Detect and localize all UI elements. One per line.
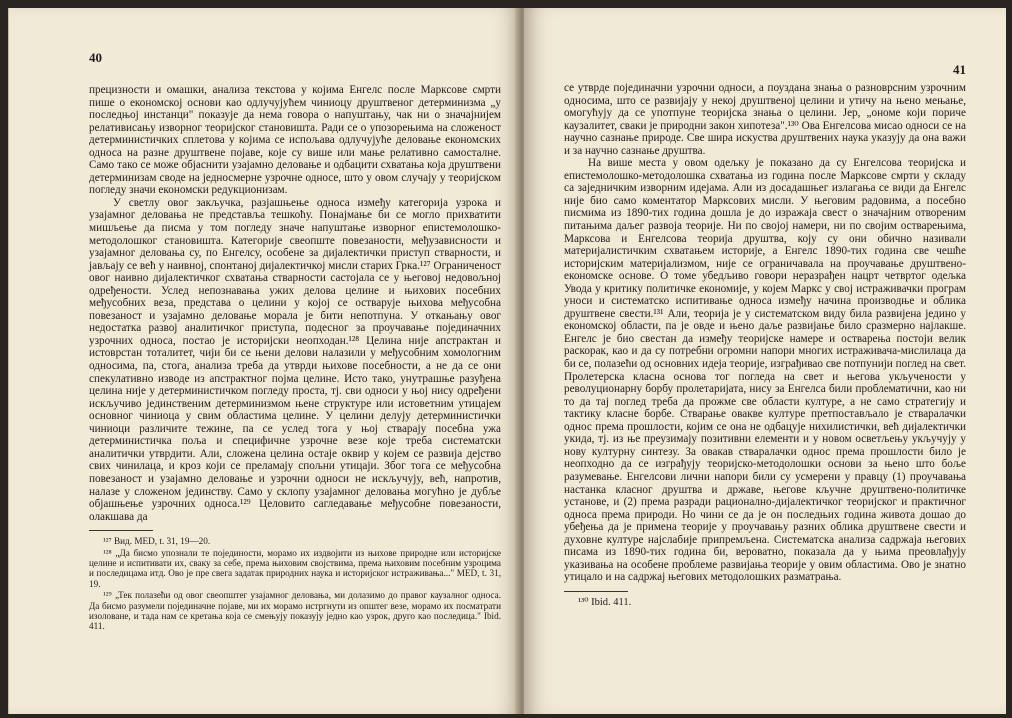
left-page-body — [89, 84, 501, 633]
right-page-number: 41 — [953, 62, 966, 77]
right-paragraph-1: се утврде појединачни узрочни односи, а поуздана знања о разноврсним узрочним односима, што се развијају у некој друштвеној целини и утичу на њено мењање, омогућују да се употпуне теоријска знања о целини. Јер, „ономе који пориче каузалитет, свaки је природни закон хипотеза".¹³⁰ Ова Енгелсова мисао односи се на научно сазнање природе. Све шира искуства друштвених наука указују да она важи и за научно сазнање друштва. — [564, 82, 966, 157]
footnote-128: ¹²⁸ „Да бисмо упознали те појединости, морамо их издвојити из њихове природне или историјске целине и испитивати их, сваку за себе, према њиховим својствима, према њиховим посебним узроцима и последицама итд. Ово је пре свега задатак природних наука и историјског истраживања..." MED, t. 31, 19. — [89, 547, 501, 589]
footnote-divider — [564, 591, 628, 592]
left-page-number: 40 — [89, 50, 102, 65]
left-paragraph-1: прецизности и омашки, анализа текстова у којима Енгелс после Марксове смрти пише о економској основи као одлучујућем чиниоцу друштвеног детерминизма „у последњој инстанци" показује да нема говора о напуштању, чак ни о значајнијем релативисању изворног теоријског становишта. Ради се о упозорењима на сложеност детерминистичких сплетова у којима се испољава одлучујуће деловање економских односа на разне друштвене појаве, које су више или мање релативно самосталне. Само тако се може објаснити узајамно деловање и одбацити схватања која друштвени детерминизам своде на једносмерне узрочне односе, што у овом случају у теоријском погледу значи економски редукционизам. — [89, 84, 501, 197]
left-page — [8, 8, 520, 714]
left-footnotes — [89, 536, 501, 632]
footnote-127: ¹²⁷ Вид. MED, t. 31, 19—20. — [103, 536, 211, 547]
right-page — [524, 8, 1006, 714]
footnote-129: ¹²⁹ „Тек полазећи од овог свеопштег узајамног деловања, ми долазимо до правог каузалног односа. Да бисмо разумели појединачне појаве, ми их морамо истргнути из општег везе, морамо их посматрати изоловане, и тада нам се кретања која се смењују показују једно као узрок, друго као последица." Ibid. 411. — [89, 590, 501, 632]
right-paragraph-2: На више места у овом одељку је показано да су Енгелсова теоријска и епистемолошко-методолошка схватања из година после Марксове смрти у складу са заједничким изворним идејама. Али из досадашњег излагања се види да Енгелс није био само коментатор Марксових мисли. У његовим радовима, а посебно писмима из 1890-тих година дошла је до изражаја свест о значајним отвореним питањима даљег развоја теорије. Ни по својој намери, ни по својим остварењима, Марксова и Енгелсова теорија друштва, коју су они обично називали материјалистичким схватањем историје, а Енгелс 1890-тих година све чешће историјским материјализмом, није се ограничавала на проучавање друштвено-економске основе. О томе убедљиво говори неразрађен нацрт четвртог одељка Увода у критику политичке економије, у којем Маркс у свој истраживачки програм уноси и систематско испитивање односа између начина производње и облика друштвене свести.¹³¹ Али, теорија је у систематском виду била развијена једино у економској области, па је овде и њено даље развијање било сразмерно најлакше. Енгелс је био свестан да између теоријске намере и остварења постоји велик раскорак, као и да су потребни огромни напори многих истраживача-мислилаца да би се, полазећи од основних идеја теорије, изграђивао све потпунији поглед на свет. Пролетерска класна основа тог погледа на свет и његова укључености у револуционарну борбу пролетаријата, нису за Енгелса били проблематични, као ни то да тај поглед треба да прожме све области културе, а не само стратегију и тактику класне борбе. Стварање овакве културе претпостављало је стваралачки однос према прошлости, којим се она не одбацује нихилистички, већ дијалектички укида, тј. из ње преузимају позитивни елементи и у новом осветљењу укључују у нову културну синтезу. За овакав стваралачки однос према прошлости било је неопходно да се изграђују теоријско-методолошки основи за њено што боље разумевање. Енгелсови лични напори били су усмерени у правцу (1) проучавања настанка класног друштва и државе, његове кључне друштвено-политичке установе, и (2) према разради рационално-дијалектичког теоријског и практичног односа према природи. Но чини се да је он последњих година живота дошао до убеђења да је примена теорије у проучавању разних облика друштвене свести и духовне културе најслабије припремљена. Систематска анализа садржаја његових писама из 1890-тих година би, вероватно, показала да у њима преовлађују указивања на особене проблеме развијања теорије у овим областима. Ово је знатно утицало и на садржај његових методолошких разматрања. — [564, 157, 966, 584]
left-paragraph-2: У светлу овог закључка, разјашњење односа између категорија узрока и узајамног деловања не представља тешкоћу. Понајмање би се могло прихватити мишљење да писма у том погледу значе напуштање изворног епистемолошко-методолошког становишта. Категорије свеопште повезаности, међузависности и узајамног деловања су, по Енгелсу, особене за дијалектички приступ стварности, и јављају се већ у наивној, спонтаној дијалектичкој мисли старих Грка.¹²⁷ Ограниченост овог наивно дијалектичког схватања стварности састојала се у његовој недовољној одређености. Услед непознавања ужих делова целине и њихових посебних међусобних веза, представа о целини у којој се остварује њихова међусобна повезаност и узајамно деловање морала је бити непотпуна. У откањању овог недостатка развој аналитичког приступа, подесног за проучавање појединачних узрочних односа, постао је историјски неопходан.¹²⁸ Целина није апстрактан и истоврстан тоталитет, чији би се њени делови налазили у међусобним хомологним односима, па, стога, анализа треба да утврди њихове посебности, а не да се они спекулативно изводе из апстрактног појма целине. Исто тако, унутрашње разуђена целина није у детерминистичком погледу проста, тј. сви односи у њој нису одређени искључиво јединственим детерминизмом њене структуре или истоветним утицајем основног чиниоца у свим областима целине. У целини делују детерминистички чиниоци различите тежине, па се услед тога у њој стварају посебна ужа детерминистичка поља и специфичне узрочне везе које треба систематски аналитички утврдити. Али, сложена целина остаје оквир у којем се развија дејство свих чинилаца, и кроз који се преламају спољни утицаји. Због тога се међусобна повезаност и узајамно деловање и узрочни односи не искључују, већ, напротив, налазе у сложеном јединству. Само у склопу узајамног деловања могућно је дубље објашњење узрочних односа.¹²⁹ Целовито сагледавање међусобне повезаности, олакшава да — [89, 196, 501, 523]
right-page-body — [564, 82, 966, 610]
footnote-130: ¹³⁰ Ibid. 411. — [578, 596, 632, 608]
right-footnotes — [564, 597, 966, 609]
footnote-divider — [89, 530, 153, 531]
